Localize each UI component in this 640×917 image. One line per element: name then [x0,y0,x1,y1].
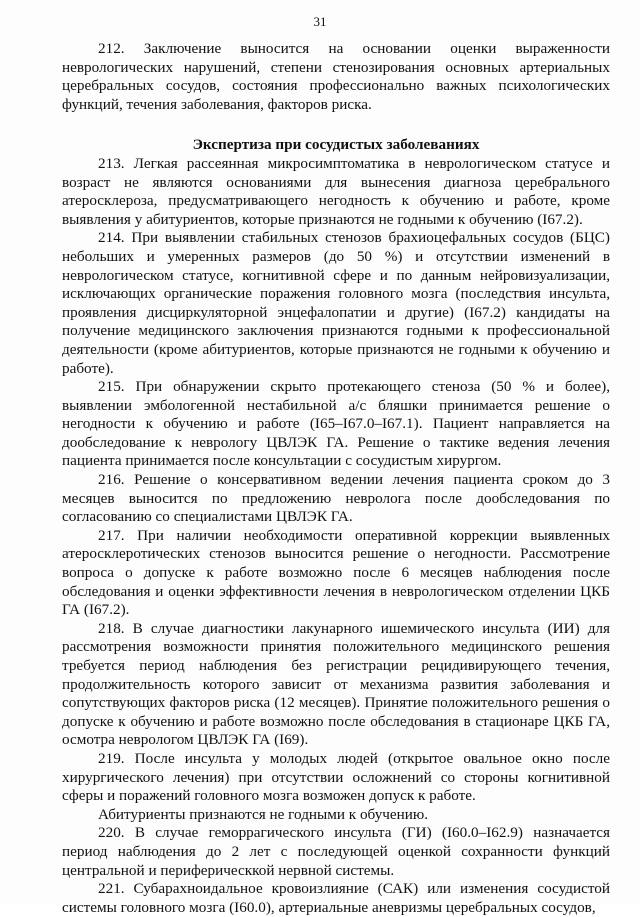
paragraph-221: 221. Субарахноидальное кровоизлияние (САК) или изменения сосудистой системы головного мозга (I60.0), артериальные аневризмы церебральных сосудов, [62,880,610,916]
paragraph-applicants-note: Абитуриенты признаются не годными к обучению. [98,805,429,823]
paragraph-216: 216. Решение о консервативном ведении лечения пациента сроком до 3 месяцев выносится по предложению невролога после дообследования по согласованию со специалистами ЦВЛЭК ГА. [62,471,610,526]
paragraph-220: 220. В случае геморрагического инсульта (ГИ) (I60.0–I62.9) назначается период наблюдения до 2 лет с последующей оценкой сохранности функций центральной и периферическкой нервной системы. [62,824,610,879]
paragraph-218: 218. В случае диагностики лакунарного ишемического инсульта (ИИ) для рассмотрения возможности принятия положительного медицинского решения требуется период наблюдения без регистрации рецидивирующего течения, продолжительность которого зависит от механизма развития заболевания и сопутствующих факторов риска (12 месяцев). Принятие положительного решения о допуске к обучению и работе возможно после обследования в стационаре ЦКБ ГА, осмотра неврологом ЦВЛЭК ГА (I69). [62,619,610,749]
paragraph-212: 212. Заключение выносится на основании оценки выраженности неврологических нарушений, степени стенозирования основных артериальных церебральных сосудов, состояния профессионально важных психологических функций, течения заболевания, факторов риска. [62,40,610,113]
paragraph-214: 214. При выявлении стабильных стенозов брахиоцефальных сосудов (БЦС) небольших и умеренных размеров (до 50 %) и отсутствии изменений в неврологическом статусе, когнитивной сфере и по данным нейровизуализации, исключающих органические поражения головного мозга (последствия инсульта, проявления дисциркуляторной энцефалопатии и другие) (I67.2) кандидаты на получение медицинского заключения признаются годными к профессиональной деятельности (кроме абитуриентов, которые признаются не годными к обучению и работе). [62,229,610,377]
page-number: 31 [313,14,327,29]
paragraph-217: 217. При наличии необходимости оперативной коррекции выявленных атеросклеротических стенозов выносится решение о негодности. Рассмотрение вопроса о допуске к работе возможно после 6 месяцев наблюдения после обследования и оценки эффективности лечения в неврологическом отделении ЦКБ ГА (I67.2). [62,526,610,619]
paragraph-215: 215. При обнаружении скрыто протекающего стеноза (50 % и более), выявлении эмбологенной нестабильной а/с бляшки принимается решение о негодности к обучению и работе (I65–I67.0–I67.1). Пациент направляется на дообследование к неврологу ЦВЛЭК ГА. Решение о тактике ведения лечения пациента принимается после консультации с сосудистым хирургом. [62,378,610,470]
section-heading: Экспертиза при сосудистых заболеваниях [192,136,480,154]
page-content [62,40,610,917]
paragraph-213: 213. Легкая рассеянная микросимптоматика в неврологическом статусе и возраст не являются основаниями для вынесения диагноза церебрального атеросклероза, предусматривающего негодность к обучению и работе, кроме выявления у абитуриентов, которые признаются не годными к обучению (I67.2). [62,154,610,228]
paragraph-219: 219. После инсульта у молодых людей (открытое овальное окно после хирургического лечения) при отсутствии осложнений со стороны когнитивной сферы и поражений головного мозга возможен допуск к работе. [62,749,610,805]
